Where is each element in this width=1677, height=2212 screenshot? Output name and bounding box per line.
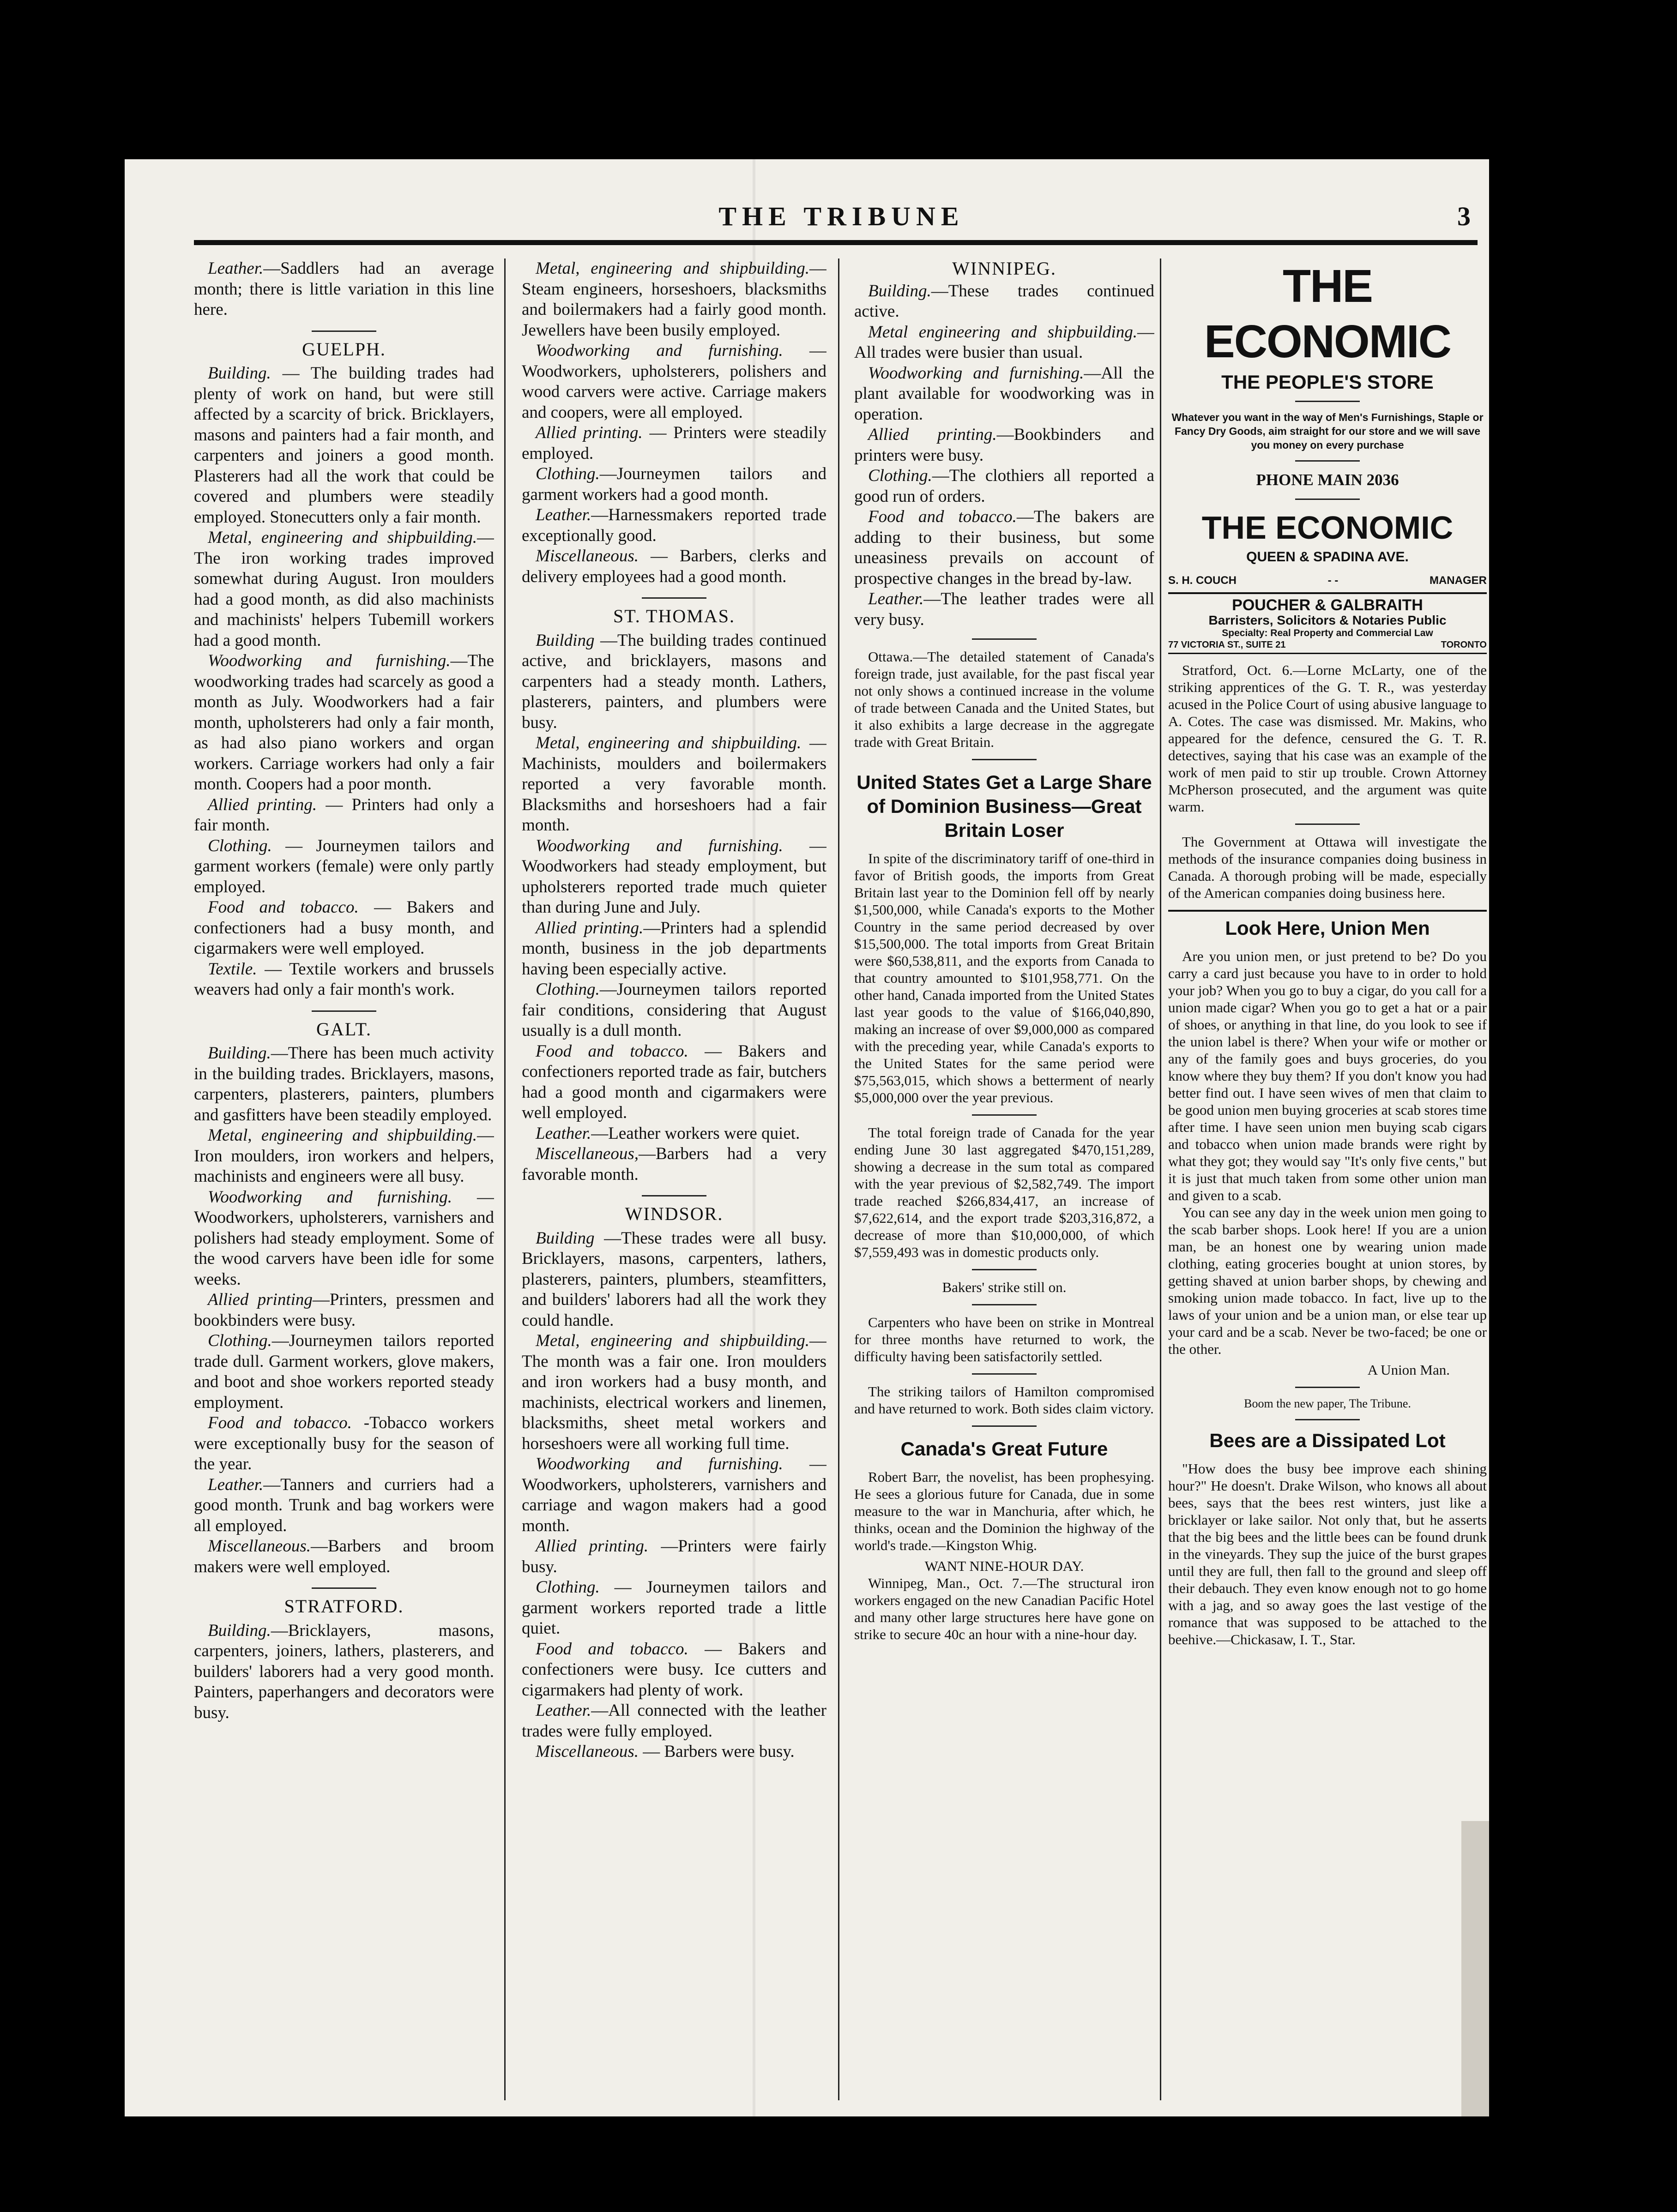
bakers-strike-note: Bakers' strike still on. [942,1279,1067,1295]
paragraph: Allied printing.—Printers had a splendid month, business in the job departments having been especially active. [522,918,826,979]
paragraph: Leather.—Harnessmakers reported trade exceptionally good. [522,505,826,545]
page-edge [1461,1821,1489,2116]
paragraph: Food and tobacco. -Tobacco workers were exceptionally busy for the season of the year. [194,1413,494,1473]
law-firm-address-row [1168,639,1487,654]
article-carpenters: Carpenters who have been on strike in Montreal for three months have returned to work, the difficulty having been satisfactorily settled. [854,1314,1154,1364]
column-2 [522,258,826,2100]
paragraph: Allied printing.—Bookbinders and printers were busy. [854,425,1154,465]
paragraph: Metal, engineering and shipbuilding. — Machinists, moulders and boilermakers reported a very favorable month. Blacksmiths and horseshoers had a fair month. [522,733,826,835]
paragraph: Building —The building trades continued active, and bricklayers, masons and carpenters had a steady month. Lathers, plasterers, painters, and plumbers were busy. [522,631,826,732]
paragraph: Metal, engineering and shipbuilding.—The iron working trades improved somewhat during August. Iron moulders had a good month, as did also machinists and machinists' helpers Tubemill workers had a good month. [194,528,494,650]
section-heading-winnipeg: WINNIPEG. [952,258,1056,279]
ad-manager-row [1168,574,1487,588]
paragraph: "How does the busy bee improve each shining hour?" He doesn't. Drake Wilson, who knows all about bees, says that the bees rest winters, just like a bricklayer or lake sailor. Not only that, but he asserts that the big bees and the little bees can be found drunk in the vineyards. They sup the juice of the burst grapes until they are full, then fall to the ground and sleep off their debauch. They even know enough not to go home with a jag, and so away goes the last vestige of the romance that was supposed to be attached to the beehive.—Chickasaw, I. T., Star. [1168,1461,1487,1647]
headline-canadas-future: Canada's Great Future [900,1438,1108,1460]
separator [972,1304,1037,1305]
paragraph: Metal, engineering and shipbuilding.—The month was a fair one. Iron moulders and iron workers had a busy month, and machinists, electrical workers and linemen, blacksmiths, sheet metal workers and horseshoers were all working full time. [522,1331,826,1453]
separator [972,759,1037,760]
separator [1295,1419,1360,1420]
paragraph: Building.—There has been much activity in the building trades. Bricklayers, masons, carpenters, plasterers, painters, plumbers and gasfitters have been steadily employed. [194,1044,494,1124]
paragraph: Building.—These trades continued active. [854,281,1154,321]
paragraph: Metal, engineering and shipbuilding.—Steam engineers, horseshoers, blacksmiths and boilermakers had a fairly good month. Jewellers have been busily employed. [522,259,826,340]
paragraph: Building.—Bricklayers, masons, carpenters, joiners, lathers, plasterers, and builders' laborers had a very good month. Painters, paperhangers and decorators were busy. [194,1621,494,1722]
headline-bees: Bees are a Dissipated Lot [1209,1430,1446,1451]
paragraph: Food and tobacco. — Bakers and confectioners were busy. Ice cutters and cigarmakers had plenty of work. [522,1639,826,1700]
separator [1295,401,1360,402]
paragraph: Clothing.—Journeymen tailors and garment workers had a good month. [522,464,826,504]
masthead [194,201,1489,238]
ad-store-name-2: THE ECONOMIC [1201,510,1454,546]
paragraph: Miscellaneous. — Barbers, clerks and delivery employees had a good month. [522,547,826,586]
law-firm-line2: Specialty: Real Property and Commercial Law [1222,628,1433,638]
paragraph: Building —These trades were all busy. Bricklayers, masons, carpenters, lathers, plasterers, painters, plumbers, steamfitters, and builders' laborers had all the work they could handle. [522,1228,826,1330]
headline-nine-hour-day: WANT NINE-HOUR DAY. [924,1558,1084,1574]
paragraph: Woodworking and furnishing. — Woodworkers, upholsterers, varnishers and carriage and wagon makers had a good month. [522,1455,826,1535]
paragraph: Winnipeg, Man., Oct. 7.—The structural iron workers engaged on the new Canadian Pacific Hotel and many other large structures here have gone on strike to secure 40c an hour with a nine-hour day. [854,1575,1154,1642]
ad-manager-title: MANAGER [1429,574,1487,587]
paragraph: In spite of the discriminatory tariff of one-third in favor of British goods, the imports from Great Britain last year to the Dominion fell off by nearly $1,500,000, while Canada's exports to the Mother Country in the same period decreased by over $15,500,000. The total imports from Great Britain were $60,538,811, and the exports from Canada to that country amounted to $101,958,771. On the other hand, Canada imported from the United States last year goods to the value of $166,040,890, making an increase of over $9,000,000 as compared with the preceding year, while Canada's exports to the United States for the same period were $75,563,015, which shows a betterment of nearly $5,000,000 over the year previous. [854,850,1154,1106]
separator [1168,910,1487,912]
paragraph: Food and tobacco. — Bakers and confectioners reported trade as fair, butchers had a good month and cigarmakers were well employed. [522,1041,826,1122]
paragraph: Miscellaneous. — Barbers were busy. [536,1742,795,1761]
section-heading-guelph: GUELPH. [194,331,494,360]
newspaper-page [125,159,1489,2116]
paragraph: Clothing. — Journeymen tailors and garment workers (female) were only partly employed. [194,836,494,896]
ad-address: QUEEN & SPADINA AVE. [1246,549,1409,565]
paragraph: Food and tobacco.—The bakers are adding to their business, but some uneasiness prevails on account of prospective changes in the bread by-law. [854,507,1154,588]
ad-manager-dashes: - - [1327,574,1339,587]
section-heading-galt: GALT. [194,1010,494,1040]
paragraph: Allied printing. — Printers were steadily employed. [522,423,826,463]
article-stratford: Stratford, Oct. 6.—Lorne McLarty, one of the striking apprentices of the G. T. R., was yesterday acused in the Police Court of using abusive language to A. Cotes. The case was dismissed. Mr. Makins, who appeared for the defence, censured the G. T. R. detectives, saying that his case was an example of the work of men paid to stir up trouble. Crown Attorney McPherson prosecuted, and the argument was quite warm. [1168,662,1487,815]
paragraph: Leather.—Leather workers were quiet. [536,1124,800,1143]
paragraph: You can see any day in the week union men going to the scab barber shops. Look here! If you are a union man, be an honest one by wearing union made clothing, eating groceries bought at union stores, by getting shaved at union barber shops, by chewing and smoking union made tobacco. In fact, live up to the laws of your union and be a union man, or else tear up your card and be a scab. Never be two-faced; be one or the other. [1168,1204,1487,1357]
masthead-rule [194,240,1478,245]
paragraph: Leather.—All connected with the leather trades were fully employed. [522,1701,826,1741]
paragraph: Metal engineering and shipbuilding.—All trades were busier than usual. [854,322,1154,362]
law-firm-city: TORONTO [1441,640,1487,650]
ad-store-name: THE ECONOMIC [1204,260,1451,367]
paragraph: Textile. — Textile workers and brussels weavers had only a fair month's work. [194,959,494,999]
paragraph: Woodworking and furnishing.—The woodworking trades had scarcely as good a month as July. Woodworkers had a fair month, upholsterers had only a fair month, as had also piano workers and organ workers. Carriage workers had only a fair month. Coopers had a poor month. [194,651,494,793]
paragraph: Leather.—Saddlers had an average month; there is little variation in this line here. [194,259,494,319]
paragraph: Allied printing. — Printers had only a fair month. [194,795,494,835]
article-government: The Government at Ottawa will investigate the methods of the insurance companies doing business in Canada. A thorough probing will be made, especially of the American companies doing business here. [1168,834,1487,901]
ad-tagline: THE PEOPLE'S STORE [1221,371,1434,393]
column-rule [838,258,839,2100]
paragraph: Clothing. — Journeymen tailors and garment workers reported trade a little quiet. [522,1578,826,1638]
headline-us-trade: United States Get a Large Share of Dominion Business—Great Britain Loser [857,771,1152,841]
law-firm-address: 77 VICTORIA ST., SUITE 21 [1168,640,1286,650]
paragraph: Clothing.—The clothiers all reported a good run of orders. [854,466,1154,506]
headline-union-men: Look Here, Union Men [1225,917,1430,939]
ad-phone: PHONE MAIN 2036 [1256,471,1399,489]
boom-note: Boom the new paper, The Tribune. [1244,1397,1411,1410]
section-heading-st-thomas: ST. THOMAS. [522,597,826,627]
separator [972,638,1037,640]
column-4 [1168,258,1487,2100]
separator [972,1114,1037,1116]
paragraph: The total foreign trade of Canada for the year ending June 30 last aggregated $470,151,289, showing a decrease in the sum total as compared with the year previous of $2,582,749. The import trade reached $266,834,417, an increase of $7,622,614, and the export trade $203,316,872, a decrease of more than $10,000,000, of which $7,559,493 was in domestic products only. [854,1124,1154,1260]
union-signature: A Union Man. [1367,1362,1450,1378]
ad-body: Whatever you want in the way of Men's Furnishings, Staple or Fancy Dry Goods, aim straight for our store and we will save you money on every purchase [1171,411,1484,451]
paragraph: Leather.—The leather trades were all very busy. [854,589,1154,629]
paragraph: Building. — The building trades had plenty of work on hand, but were still affected by a scarcity of brick. Bricklayers, masons and painters had a fair month, and carpenters and joiners a good month. Plasterers had all the work that could be covered and plumbers were steadily employed. Stonecutters only a fair month. [194,364,494,527]
separator [1295,499,1360,500]
masthead-title: THE TRIBUNE [718,201,965,231]
paragraph: Woodworking and furnishing. — Woodworkers had steady employment, but upholsterers reported trade much quieter than during June and July. [522,836,826,917]
article-tailors: The striking tailors of Hamilton compromised and have returned to work. Both sides claim victory. [854,1383,1154,1417]
paragraph: Clothing.—Journeymen tailors reported trade dull. Garment workers, glove makers, and boot and shoe workers reported steady employment. [194,1331,494,1412]
paragraph: Miscellaneous.—Barbers and broom makers were well employed. [194,1537,494,1576]
paragraph: Allied printing—Printers, pressmen and bookbinders were busy. [194,1290,494,1330]
paragraph: Clothing.—Journeymen tailors reported fair conditions, considering that August usually is a dull month. [522,980,826,1040]
paragraph: Miscellaneous,—Barbers had a very favorable month. [522,1144,826,1184]
separator [972,1373,1037,1375]
separator [972,1269,1037,1270]
column-rule [504,258,506,2100]
paragraph: Food and tobacco. — Bakers and confectioners had a busy month, and cigarmakers were well employed. [194,898,494,958]
paragraph: Woodworking and furnishing.—All the plant available for woodworking was in operation. [854,363,1154,424]
paragraph: Allied printing. —Printers were fairly busy. [522,1537,826,1576]
column-1 [194,258,494,2100]
paragraph: Woodworking and furnishing. — Woodworkers, upholsterers, polishers and wood carvers were active. Carriage makers and coopers, were all employed. [522,341,826,422]
paragraph: Are you union men, or just pretend to be? Do you carry a card just because you have to in order to hold your job? When you go to buy a cigar, do you call for a union made cigar? When you go to get a hat or a pair of shoes, or anything in that line, do you look to see if the union label is there? When your wife or mother or any of the family goes and buys groceries, do you know where they buy them? If you don't know you had better find out. I have seen wives of men that claim to be good union men buying groceries at scab stores time after time. I have seen union men buying scab cigars and tobacco when union made brands were right by what they got; they would say "It's only five cents," but it is just that much taken from some other union man and given to a scab. [1168,948,1487,1203]
separator [1295,460,1360,462]
law-firm-line1: Barristers, Solicitors & Notaries Public [1208,613,1447,627]
separator [1295,1387,1360,1388]
ad-manager-name: S. H. COUCH [1168,574,1237,587]
paragraph: Robert Barr, the novelist, has been prophesying. He sees a glorious future for Canada, due in some measure to the war in Manchuria, after which, he thinks, ocean and the Dominion the highway of the world's trade.—Kingston Whig. [854,1469,1154,1553]
page-number: 3 [1457,201,1471,231]
section-heading-windsor: WINDSOR. [522,1195,826,1225]
column-rule [1160,258,1161,2100]
article-ottawa: Ottawa.—The detailed statement of Canada's foreign trade, just available, for the past fiscal year not only shows a continued increase in the volume of trade between Canada and the United States, but it also exhibits a large decrease in the aggregate trade with Great Britain. [854,649,1154,750]
paragraph: Leather.—Tanners and curriers had a good month. Trunk and bag workers were all employed. [194,1475,494,1535]
paragraph: Woodworking and furnishing. — Woodworkers, upholsterers, varnishers and polishers had steady employment. Some of the wood carvers have been idle for some weeks. [194,1187,494,1289]
law-firm-name: POUCHER & GALBRAITH [1168,592,1487,613]
separator [1295,823,1360,825]
separator [972,1425,1037,1427]
column-3 [854,258,1154,2100]
section-heading-stratford: STRATFORD. [194,1587,494,1617]
paragraph: Metal, engineering and shipbuilding.—Iron moulders, iron workers and helpers, machinists and engineers were all busy. [194,1126,494,1186]
